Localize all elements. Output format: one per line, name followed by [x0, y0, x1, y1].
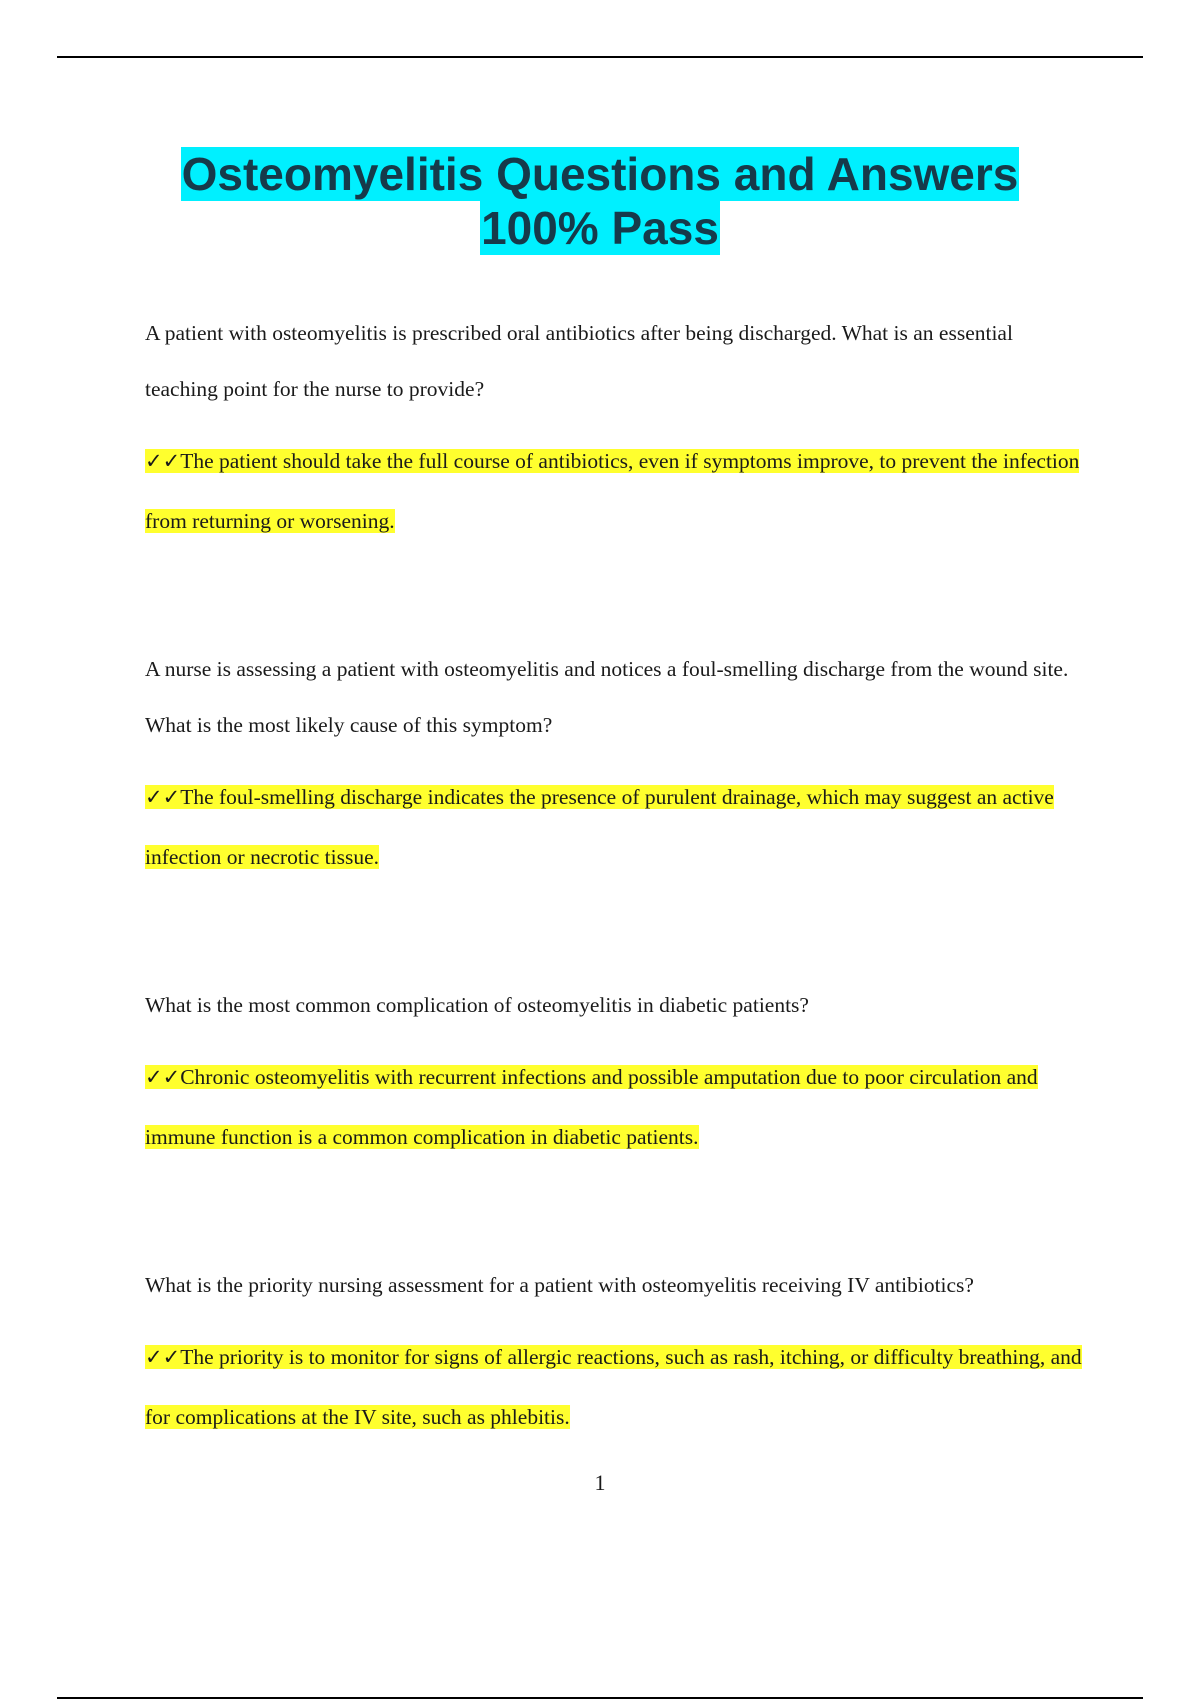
answer-text [145, 431, 1085, 551]
answer-body: The foul-smelling discharge indicates the presence of purulent drainage, which may suggest an active infection or necrotic tissue. [145, 785, 1054, 869]
check-marks-icon: ✓✓ [145, 785, 181, 809]
page-number: 1 [594, 1470, 606, 1495]
check-marks-icon: ✓✓ [145, 1345, 181, 1369]
qa-item [145, 1257, 1085, 1447]
qa-list [145, 305, 1085, 1447]
document-title [0, 147, 1200, 255]
check-marks-icon: ✓✓ [145, 1065, 181, 1089]
answer-text [145, 1047, 1085, 1167]
answer-text [145, 1327, 1085, 1447]
question-text: A nurse is assessing a patient with osteomyelitis and notices a foul-smelling discharge from the wound site. What is the most likely cause of this symptom? [145, 657, 1069, 737]
qa-item [145, 305, 1085, 551]
question-text: A patient with osteomyelitis is prescribed oral antibiotics after being discharged. What is an essential teaching point for the nurse to provide? [145, 321, 1013, 401]
check-marks-icon: ✓✓ [145, 449, 181, 473]
question-text: What is the most common complication of osteomyelitis in diabetic patients? [145, 993, 809, 1017]
qa-item [145, 977, 1085, 1167]
answer-body: The priority is to monitor for signs of allergic reactions, such as rash, itching, or difficulty breathing, and for complications at the IV site, such as phlebitis. [145, 1345, 1082, 1429]
top-rule [57, 56, 1143, 58]
title-line-2: 100% Pass [481, 202, 719, 254]
qa-item [145, 641, 1085, 887]
title-line-1: Osteomyelitis Questions and Answers [181, 148, 1019, 200]
answer-body: The patient should take the full course of antibiotics, even if symptoms improve, to prevent the infection from returning or worsening. [145, 449, 1080, 533]
bottom-rule [57, 1697, 1143, 1699]
question-text: What is the priority nursing assessment for a patient with osteomyelitis receiving IV antibiotics? [145, 1273, 974, 1297]
answer-text [145, 767, 1085, 887]
answer-body: Chronic osteomyelitis with recurrent infections and possible amputation due to poor circulation and immune function is a common complication in diabetic patients. [145, 1065, 1038, 1149]
